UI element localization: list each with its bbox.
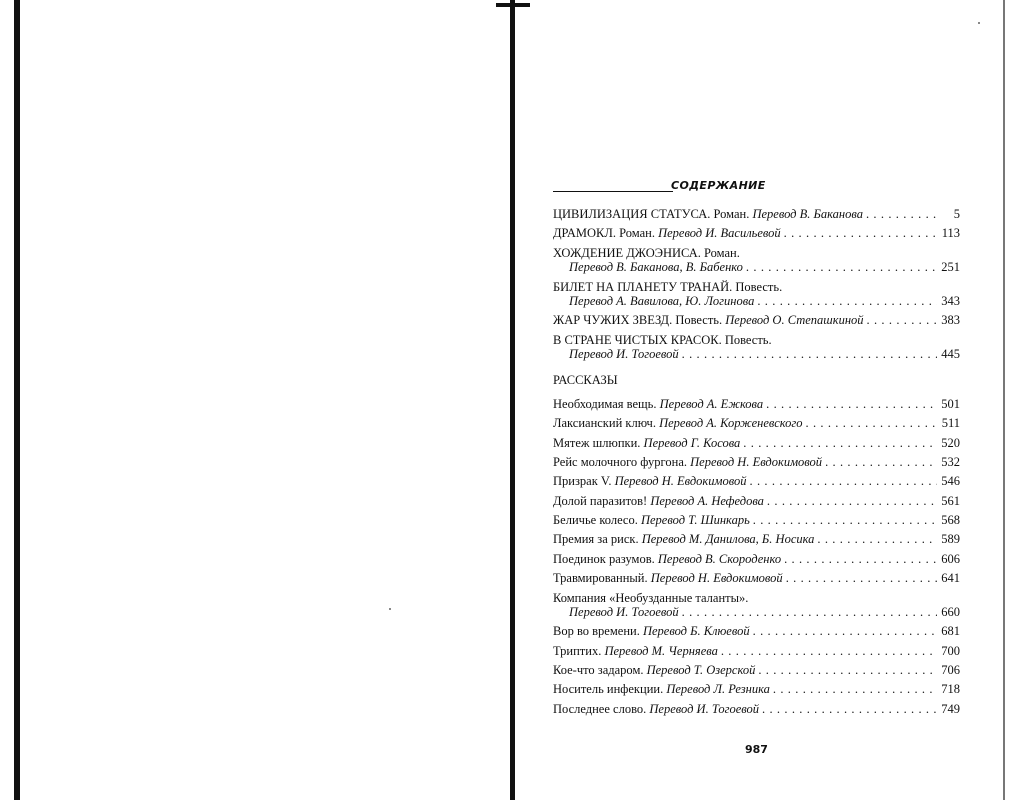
entry-title: ХОЖДЕНИЕ ДЖОЭНИСА. Роман. (553, 245, 740, 260)
toc-entry (553, 682, 960, 696)
toc-line (553, 260, 960, 274)
table-of-contents (553, 176, 960, 721)
entry-page: 546 (941, 474, 960, 489)
toc-line (553, 702, 960, 716)
entry-title: ДРАМОКЛ. Роман. (553, 226, 655, 241)
dot-leader (721, 644, 937, 658)
scan-speck (389, 608, 391, 610)
toc-entry (553, 207, 960, 221)
toc-line (553, 591, 960, 605)
dot-leader (773, 682, 937, 696)
toc-entry (553, 702, 960, 716)
entry-page: 706 (941, 663, 960, 677)
entry-title: Беличье колесо. (553, 513, 638, 527)
entry-page: 700 (941, 643, 960, 658)
dot-leader (867, 313, 937, 327)
toc-entry (553, 552, 960, 566)
dot-leader (753, 513, 937, 527)
entry-title: Лаксианский ключ. (553, 416, 656, 431)
page-number: 987 (745, 743, 768, 756)
entry-translator: Перевод Т. Шинкарь (640, 513, 750, 527)
dot-leader (784, 226, 937, 240)
dot-leader (757, 294, 937, 308)
dot-leader (786, 571, 937, 585)
dot-leader (750, 474, 937, 488)
section-title: РАССКАЗЫ (553, 373, 618, 388)
toc-line (553, 416, 960, 430)
dot-leader (817, 532, 937, 546)
toc-title: СОДЕРЖАНИЕ (671, 179, 766, 192)
entry-translator: Перевод Б. Клюевой (642, 624, 750, 639)
entry-page: 113 (941, 226, 960, 241)
entry-title: БИЛЕТ НА ПЛАНЕТУ ТРАНАЙ. Повесть. (553, 279, 783, 294)
entry-title: Кое-что задаром. (553, 663, 644, 677)
entry-page: 520 (941, 435, 960, 450)
toc-line (553, 663, 960, 677)
toc-line (553, 513, 960, 527)
heading-rule (553, 191, 673, 192)
entry-translator: Перевод О. Степашкиной (725, 313, 864, 328)
toc-line (553, 347, 960, 361)
dot-leader (758, 663, 937, 677)
entry-translator: Перевод И. Тогоевой (569, 604, 679, 619)
dot-leader (743, 436, 937, 450)
toc-entry (553, 513, 960, 527)
scan-speck (978, 22, 980, 24)
entry-page: 681 (941, 624, 960, 639)
entry-title: Премия за риск. (553, 532, 639, 547)
entry-page: 383 (941, 313, 960, 328)
toc-line (553, 226, 960, 240)
entry-title: Поединок разумов. (553, 551, 655, 566)
toc-entry (553, 416, 960, 430)
toc-line (553, 474, 960, 488)
entry-title: Необходимая вещь. (553, 396, 657, 411)
entry-translator: Перевод И. Тогоевой (569, 347, 679, 361)
entry-page: 641 (941, 571, 960, 586)
entry-page: 568 (941, 513, 960, 527)
entry-title: Травмированный. (553, 571, 648, 586)
entry-page: 718 (941, 682, 960, 697)
entry-title: Рейс молочного фургона. (553, 454, 687, 469)
toc-entry (553, 591, 960, 620)
entry-page: 445 (941, 347, 960, 361)
toc-entry (553, 280, 960, 309)
dot-leader (767, 494, 937, 508)
entry-page: 589 (941, 532, 960, 547)
toc-line (553, 552, 960, 566)
toc-entry (553, 333, 960, 362)
toc-line (553, 605, 960, 619)
entry-translator: Перевод В. Баканова, В. Бабенко (569, 260, 743, 275)
entry-title: Вор во времени. (553, 624, 640, 639)
entry-translator: Перевод А. Нефедова (650, 493, 764, 508)
toc-line (553, 280, 960, 294)
entry-title: Мятеж шлюпки. (553, 435, 641, 450)
toc-line (553, 294, 960, 308)
entry-translator: Перевод А. Корженевского (659, 416, 803, 431)
toc-line (553, 571, 960, 585)
entry-page: 511 (941, 416, 960, 431)
toc-entry (553, 644, 960, 658)
entry-title: Триптих. (553, 643, 602, 658)
toc-line (553, 397, 960, 411)
toc-line (553, 246, 960, 260)
entry-page: 606 (941, 551, 960, 566)
toc-line (553, 455, 960, 469)
toc-line (553, 494, 960, 508)
toc-line (553, 313, 960, 327)
entry-page: 343 (941, 293, 960, 308)
entry-title: Долой паразитов! (553, 493, 648, 508)
entry-title: ЦИВИЛИЗАЦИЯ СТАТУСА. Роман. (553, 207, 750, 221)
entry-translator: Перевод Н. Евдокимовой (650, 571, 783, 586)
toc-entry (553, 663, 960, 677)
entry-translator: Перевод Н. Евдокимовой (614, 474, 747, 489)
toc-entry (553, 624, 960, 638)
dot-leader (753, 624, 937, 638)
entry-title: Носитель инфекции. (553, 682, 664, 697)
toc-entry (553, 494, 960, 508)
dot-leader (746, 260, 937, 274)
toc-line (553, 333, 960, 347)
entry-title: Призрак V. (553, 474, 612, 489)
entry-title: В СТРАНЕ ЧИСТЫХ КРАСОК. Повесть. (553, 332, 772, 347)
entry-page: 660 (941, 604, 960, 619)
right-page-edge (1003, 0, 1005, 800)
toc-line (553, 207, 960, 221)
entry-page: 749 (941, 701, 960, 716)
toc-line (553, 532, 960, 546)
toc-entry (553, 455, 960, 469)
dot-leader (762, 702, 937, 716)
toc-entry (553, 226, 960, 240)
left-page-edge (14, 0, 20, 800)
toc-entry (553, 246, 960, 275)
entry-title: ЖАР ЧУЖИХ ЗВЕЗД. Повесть. (553, 313, 723, 328)
entry-translator: Перевод В. Баканова (752, 207, 863, 221)
entry-translator: Перевод М. Черняева (604, 643, 718, 658)
toc-line (553, 644, 960, 658)
entry-translator: Перевод А. Ежкова (659, 396, 764, 411)
entry-page: 5 (953, 207, 960, 221)
toc-line (553, 624, 960, 638)
entry-title: Компания «Необузданные таланты». (553, 590, 749, 605)
dot-leader (682, 605, 937, 619)
toc-entry (553, 313, 960, 327)
book-gutter (510, 0, 515, 800)
entry-translator: Перевод В. Скороденко (657, 551, 782, 566)
dot-leader (766, 397, 937, 411)
toc-entry (553, 474, 960, 488)
entry-page: 501 (941, 396, 960, 411)
entry-translator: Перевод Н. Евдокимовой (690, 454, 823, 469)
entry-translator: Перевод Г. Косова (643, 435, 741, 450)
entry-title: Последнее слово. (553, 701, 647, 716)
entry-translator: Перевод М. Данилова, Б. Носика (641, 532, 815, 547)
toc-line (553, 436, 960, 450)
entry-page: 561 (941, 493, 960, 508)
entry-translator: Перевод А. Вавилова, Ю. Логинова (569, 293, 755, 308)
toc-entry (553, 436, 960, 450)
entry-translator: Перевод Л. Резника (666, 682, 770, 697)
dot-leader (682, 347, 937, 361)
toc-entry (553, 397, 960, 411)
dot-leader (866, 207, 937, 221)
toc-entry (553, 571, 960, 585)
toc-entry (553, 532, 960, 546)
entry-translator: Перевод И. Васильевой (658, 226, 781, 241)
entry-translator: Перевод И. Тогоевой (649, 701, 760, 716)
entry-translator: Перевод Т. Озерской (646, 663, 756, 677)
dot-leader (784, 552, 937, 566)
toc-heading (553, 176, 960, 196)
dot-leader (825, 455, 937, 469)
entry-page: 532 (941, 454, 960, 469)
entry-page: 251 (941, 260, 960, 275)
toc-line (553, 682, 960, 696)
dot-leader (806, 416, 938, 430)
